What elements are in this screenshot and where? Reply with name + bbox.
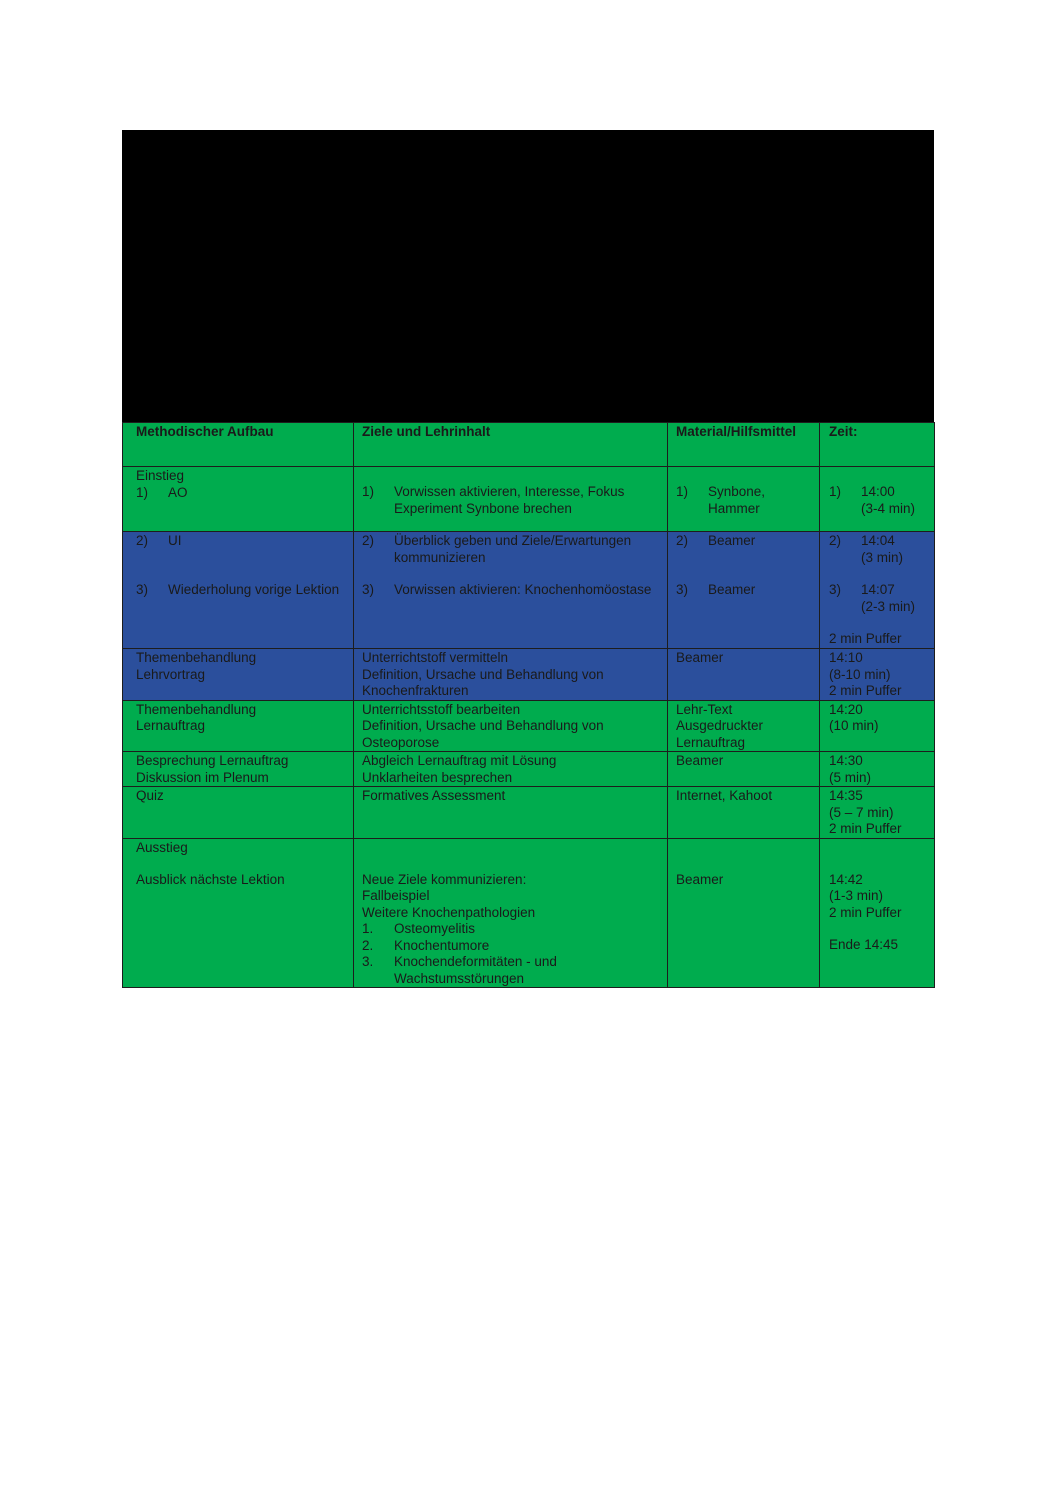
cell-material: Lehr-Text Ausgedruckter Lernauftrag xyxy=(668,700,820,752)
table-row xyxy=(123,752,935,787)
cell-phase: Ausstieg Ausblick nächste Lektion xyxy=(123,838,354,988)
cell-goal: Neue Ziele kommunizieren: Fallbeispiel Weitere Knochenpathologien 1. Osteomyelitis 2. Knochentumore 3. Knochendeformitäten - und Wachstumsstörungen xyxy=(354,838,668,988)
cell-goal: Unterrichtstoff vermitteln Definition, Ursache und Behandlung von Knochenfrakturen xyxy=(354,649,668,701)
cell-time: 14:35 (5 – 7 min) 2 min Puffer xyxy=(820,787,935,839)
cell-time: 14:42 (1-3 min) 2 min Puffer Ende 14:45 xyxy=(820,838,935,988)
buffer-note: 2 min Puffer xyxy=(829,631,902,646)
cell-goal: Formatives Assessment xyxy=(354,787,668,839)
list-item: 3) Vorwissen aktivieren: Knochenhomöostase xyxy=(362,582,652,597)
header-material: Material/Hilfsmittel xyxy=(668,423,820,467)
cell-goal: Abgleich Lernauftrag mit Lösung Unklarheiten besprechen xyxy=(354,752,668,787)
header-ziele-lehrinhalt: Ziele und Lehrinhalt xyxy=(354,423,668,467)
list-item: 2. Knochentumore xyxy=(362,937,490,953)
cell-phase xyxy=(123,467,354,532)
cell-material: Beamer xyxy=(668,649,820,701)
cell-material: Beamer xyxy=(668,752,820,787)
phase-label: Einstieg xyxy=(136,468,185,483)
cell-phase: Themenbehandlung Lehrvortrag xyxy=(123,649,354,701)
table-row xyxy=(123,649,935,701)
cell-phase: Quiz xyxy=(123,787,354,839)
cell-material xyxy=(668,532,820,649)
list-item: 2) UI xyxy=(136,533,182,548)
cell-time xyxy=(820,467,935,532)
header-methodischer-aufbau: Methodischer Aufbau xyxy=(123,423,354,467)
redacted-header-block xyxy=(122,130,934,422)
list-item: 3) Beamer xyxy=(676,581,756,597)
cell-time: 14:30 (5 min) xyxy=(820,752,935,787)
cell-time xyxy=(820,532,935,649)
list-item: 2) Überblick geben und Ziele/Erwartungen kommunizieren xyxy=(362,533,632,565)
header-zeit: Zeit: xyxy=(820,423,935,467)
list-item: 3. Knochendeformitäten - und Wachstumsstörungen xyxy=(362,954,557,986)
table-row xyxy=(123,700,935,752)
cell-phase: Besprechung Lernauftrag Diskussion im Plenum xyxy=(123,752,354,787)
cell-goal: Unterrichtsstoff bearbeiten Definition, Ursache und Behandlung von Osteoporose xyxy=(354,700,668,752)
list-item: 1) 14:00 (3-4 min) xyxy=(829,484,916,516)
list-item: 1. Osteomyelitis xyxy=(362,921,476,936)
lesson-plan xyxy=(122,130,934,988)
table-row xyxy=(123,838,935,988)
cell-phase xyxy=(123,532,354,649)
cell-time: 14:20 (10 min) xyxy=(820,700,935,752)
table-row xyxy=(123,532,935,649)
table-header-row xyxy=(123,423,935,467)
list-item: 1) Vorwissen aktivieren, Interesse, Fokus Experiment Synbone brechen xyxy=(362,484,625,516)
cell-goal xyxy=(354,467,668,532)
cell-time: 14:10 (8-10 min) 2 min Puffer xyxy=(820,649,935,701)
list-item: 2) Beamer xyxy=(676,533,756,548)
cell-phase: Themenbehandlung Lernauftrag xyxy=(123,700,354,752)
table-row xyxy=(123,467,935,532)
cell-material: Internet, Kahoot xyxy=(668,787,820,839)
cell-goal xyxy=(354,532,668,649)
list-item: 1) AO xyxy=(136,484,188,500)
table-row xyxy=(123,787,935,839)
cell-material: Beamer xyxy=(668,838,820,988)
cell-material xyxy=(668,467,820,532)
lesson-plan-table xyxy=(122,422,935,988)
list-item: 3) Wiederholung vorige Lektion xyxy=(136,581,340,597)
list-item: 3) 14:07 (2-3 min) xyxy=(829,582,916,614)
list-item: 1) Synbone, Hammer xyxy=(676,484,766,516)
list-item: 2) 14:04 (3 min) xyxy=(829,533,904,565)
